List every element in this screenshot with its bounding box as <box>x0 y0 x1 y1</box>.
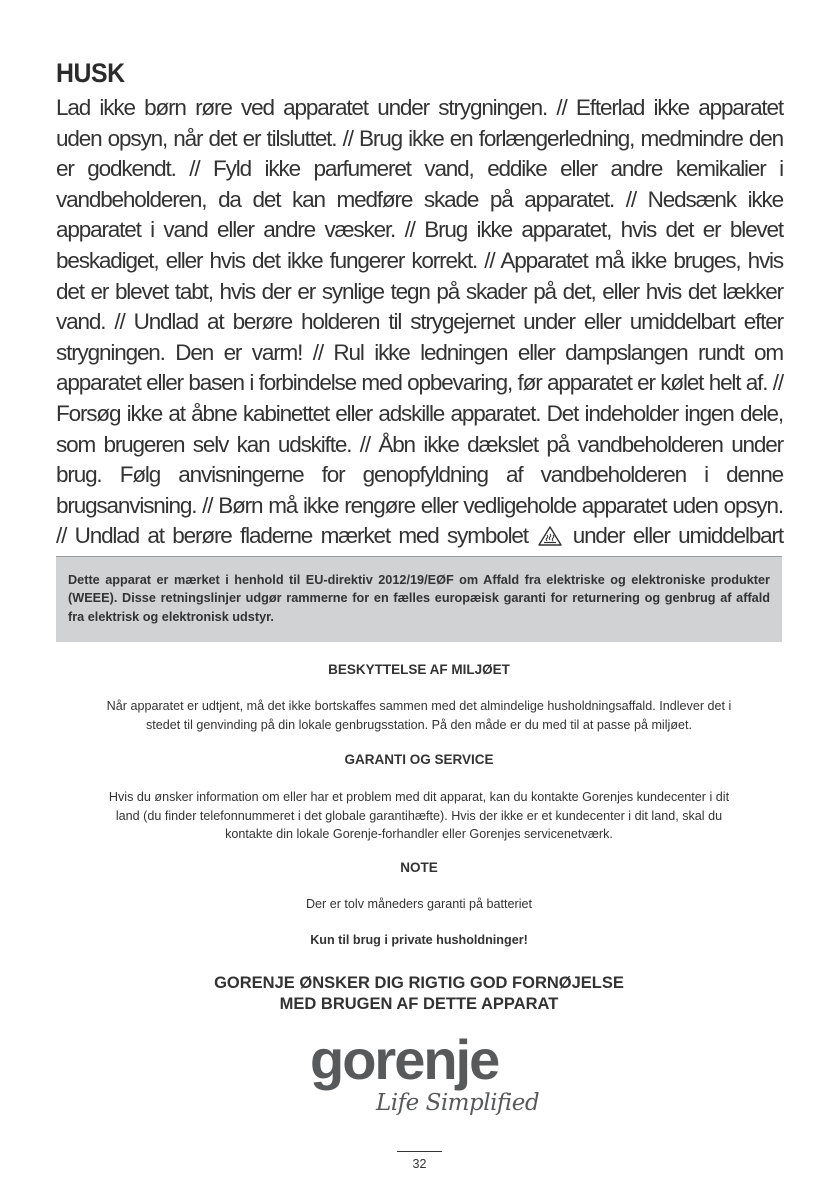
weee-notice-text: Dette apparat er mærket i henhold til EU-direktiv 2012/19/EØF om Affald fra elektriske og elektroniske produkter (WEEE). Disse retningslinjer udgør rammerne for en fælles europæisk garanti for returnering og genbrug af affald fra elektrisk og elektronisk udstyr. <box>68 573 770 624</box>
warranty-line: Hvis du ønsker information om eller har et problem med dit apparat, kan du kontakte Gorenjes kundecenter i dit <box>108 790 730 804</box>
husk-text-part-1: Lad ikke børn røre ved apparatet under strygningen. // Efterlad ikke apparatet uden opsyn, når det er tilsluttet. // Brug ikke en forlængerledning, medmindre den er godkendt. // Fyld ikke parfumeret vand, eddike eller andre kemikalier i vandbeholderen, da det kan medføre skade på apparatet. // Nedsænk ikke apparatet i vand eller andre væsker. // Brug ikke apparatet, hvis det er blevet beskadiget, eller hvis det ikke fungerer korrekt. // Apparatet må ikke bruges, hvis det er blevet tabt, hvis der er synlige tegn på skader på det, eller hvis det lækker vand. // Undlad at berøre holderen til strygejernet under eller umiddelbart efter strygningen. Den er varm! // Rul ikke ledningen eller dampslangen rundt om apparatet eller basen i forbindelse med opbevaring, før apparatet er kølet helt af. // Forsøg ikke at åbne kabinettet eller adskille apparatet. Det indeholder ingen dele, som brugeren selv kan udskifte. // Åbn ikke dækslet på vandbeholderen under brug. Følg anvisningerne for genopfyldning af vandbeholderen i denne brugsanvisning. // Børn må ikke rengøre eller vedligeholde apparatet uden opsyn. // Undlad at berøre fladerne mærket med symbolet <box>56 95 783 549</box>
weee-notice-box <box>56 556 782 642</box>
closing-line: GORENJE ØNSKER DIG RIGTIG GOD FORNØJELSE <box>214 974 624 992</box>
husk-heading: HUSK <box>56 58 125 88</box>
warranty-line: land (du finder telefonnummeret i det globale garantihæfte). Hvis der ikke er et kundecenter i dit land, skal du <box>115 808 723 823</box>
gorenje-logo <box>300 1030 540 1130</box>
page-number-rule <box>397 1151 442 1152</box>
brand-tagline: Life Simplified <box>376 1090 540 1116</box>
brand-wordmark: gorenje <box>310 1028 499 1091</box>
hot-surface-warning-icon <box>538 526 562 546</box>
note-heading: NOTE <box>400 860 438 875</box>
warranty-line: kontakte din lokale Gorenje-forhandler eller Gorenjes servicenetværk. <box>225 827 613 841</box>
page-number: 32 <box>412 1157 427 1171</box>
note-text: Der er tolv måneders garanti på batteriet <box>305 897 533 911</box>
environment-line: stedet til genvinding på din lokale genbrugsstation. På den måde er du med til at passe på miljøet. <box>145 717 693 732</box>
husk-text-part-2: under eller umiddelbart <box>572 523 783 549</box>
husk-warning-text <box>56 93 783 583</box>
warranty-text <box>56 788 782 844</box>
closing-message <box>56 973 782 1015</box>
environment-text <box>56 697 782 734</box>
environment-heading: BESKYTTELSE AF MILJØET <box>328 662 510 677</box>
private-use-notice: Kun til brug i private husholdninger! <box>310 933 528 947</box>
warranty-heading: GARANTI OG SERVICE <box>344 752 494 767</box>
environment-line: Når apparatet er udtjent, må det ikke bortskaffes sammen med det almindelige husholdningsaffald. Indlever det i <box>106 699 732 713</box>
closing-line: MED BRUGEN AF DETTE APPARAT <box>279 995 559 1013</box>
